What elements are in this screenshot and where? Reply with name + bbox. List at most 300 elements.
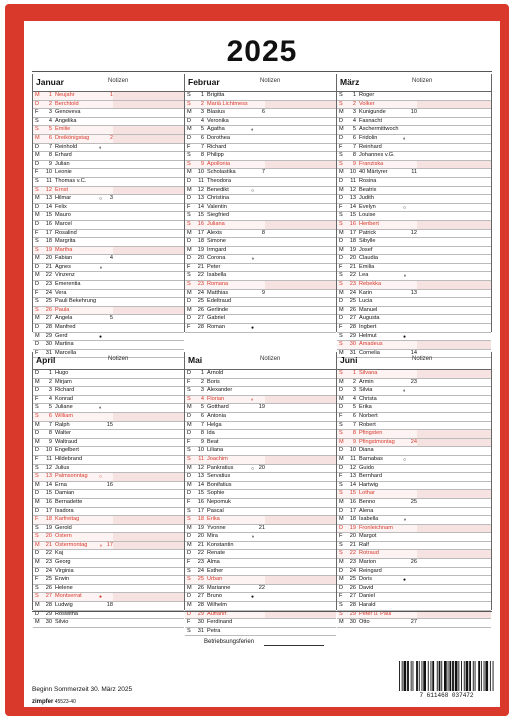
name-day: Romana: [207, 281, 229, 288]
note-line[interactable]: [265, 272, 336, 280]
note-line[interactable]: [113, 456, 184, 464]
note-line[interactable]: [417, 413, 491, 421]
note-line[interactable]: [265, 413, 336, 421]
name-day: Vera: [55, 289, 67, 296]
note-line[interactable]: [113, 482, 184, 490]
day-number: 8: [48, 152, 52, 159]
note-line[interactable]: [265, 370, 336, 378]
day-number: 16: [197, 220, 204, 227]
note-line[interactable]: [113, 413, 184, 421]
weekday-letter: D: [35, 220, 40, 227]
week-number: 20: [258, 464, 265, 471]
day-row: [33, 542, 184, 551]
name-day: Reinhard: [359, 143, 382, 150]
note-line[interactable]: [265, 533, 336, 541]
note-line[interactable]: [265, 315, 336, 323]
note-line[interactable]: [113, 525, 184, 533]
note-line[interactable]: [417, 508, 491, 516]
note-line[interactable]: [113, 499, 184, 507]
day-number: 2: [200, 378, 204, 385]
note-line[interactable]: [417, 602, 491, 610]
note-line[interactable]: [265, 135, 336, 143]
day-row: [185, 525, 336, 534]
name-day: Siegfried: [207, 212, 230, 219]
note-line[interactable]: [113, 447, 184, 455]
name-day: Servatius: [207, 473, 231, 480]
name-day: Genoveva: [55, 109, 81, 116]
note-line[interactable]: [417, 404, 491, 412]
note-line[interactable]: [265, 456, 336, 464]
day-number: 17: [45, 229, 52, 236]
note-line[interactable]: [265, 92, 336, 100]
day-row: [33, 473, 184, 482]
dst-note: Beginn Sommerzeit 30. März 2025: [32, 686, 133, 693]
day-number: 4: [48, 395, 52, 402]
day-number: 21: [45, 263, 52, 270]
moon-phase-icon: ●: [251, 594, 255, 601]
note-line[interactable]: [113, 230, 184, 238]
day-row: [185, 221, 336, 230]
note-line[interactable]: [265, 396, 336, 404]
note-line[interactable]: [417, 230, 491, 238]
weekday-letter: S: [339, 602, 343, 609]
week-number: 27: [410, 619, 417, 626]
note-line[interactable]: [113, 568, 184, 576]
note-line[interactable]: [113, 341, 184, 349]
note-line[interactable]: [265, 298, 336, 306]
note-line[interactable]: [417, 281, 491, 289]
day-number: 31: [197, 627, 204, 634]
note-line[interactable]: [417, 533, 491, 541]
note-line[interactable]: [265, 602, 336, 610]
note-line[interactable]: [265, 230, 336, 238]
note-line[interactable]: [113, 333, 184, 341]
note-line[interactable]: [265, 628, 336, 636]
day-row: [337, 447, 491, 456]
month-februar: [184, 74, 336, 332]
note-line[interactable]: [113, 576, 184, 584]
note-line[interactable]: [113, 593, 184, 601]
note-line[interactable]: [417, 333, 491, 341]
note-line[interactable]: [417, 499, 491, 507]
note-line[interactable]: [265, 161, 336, 169]
name-day: Richard: [207, 143, 227, 150]
day-row: [185, 550, 336, 559]
note-line[interactable]: [417, 315, 491, 323]
note-line[interactable]: [113, 264, 184, 272]
note-line[interactable]: [113, 169, 184, 177]
note-line[interactable]: [417, 619, 491, 627]
note-line[interactable]: [265, 593, 336, 601]
note-line[interactable]: [265, 516, 336, 524]
name-day: Norbert: [359, 412, 378, 419]
note-line[interactable]: [417, 195, 491, 203]
note-line[interactable]: [265, 212, 336, 220]
note-line[interactable]: [265, 195, 336, 203]
note-line[interactable]: [265, 439, 336, 447]
note-line[interactable]: [113, 370, 184, 378]
name-day: Esther: [207, 567, 224, 574]
name-day: Palmsonntag: [55, 473, 88, 480]
day-number: 28: [197, 324, 204, 331]
note-line[interactable]: [417, 178, 491, 186]
note-line[interactable]: [113, 298, 184, 306]
note-line[interactable]: [113, 204, 184, 212]
note-line[interactable]: [265, 447, 336, 455]
note-line[interactable]: [417, 118, 491, 126]
weekday-letter: S: [187, 455, 191, 462]
note-line[interactable]: [265, 281, 336, 289]
note-line[interactable]: [265, 422, 336, 430]
note-line[interactable]: [417, 135, 491, 143]
note-line[interactable]: [265, 290, 336, 298]
name-day: Hugo: [55, 370, 69, 376]
note-line[interactable]: [113, 602, 184, 610]
weekday-letter: F: [339, 143, 343, 150]
note-line[interactable]: [417, 144, 491, 152]
note-line[interactable]: [417, 247, 491, 255]
weekday-letter: M: [35, 541, 40, 548]
note-line[interactable]: [417, 525, 491, 533]
note-line[interactable]: [113, 221, 184, 229]
day-row: [185, 298, 336, 307]
moon-phase-icon: ◐: [99, 144, 103, 151]
day-number: 17: [197, 229, 204, 236]
note-line[interactable]: [113, 212, 184, 220]
note-line[interactable]: [265, 465, 336, 473]
note-line[interactable]: [113, 178, 184, 186]
note-line[interactable]: [265, 585, 336, 593]
note-line[interactable]: [265, 473, 336, 481]
note-line[interactable]: [265, 255, 336, 263]
note-line[interactable]: [113, 430, 184, 438]
day-number: 2: [352, 378, 356, 385]
note-line[interactable]: [265, 542, 336, 550]
note-line[interactable]: [417, 396, 491, 404]
day-row: [185, 126, 336, 135]
weekday-letter: D: [339, 315, 344, 322]
note-line[interactable]: [417, 341, 491, 349]
note-line[interactable]: [417, 550, 491, 558]
weekday-letter: D: [339, 298, 344, 305]
name-day: Helga: [207, 421, 222, 428]
note-line[interactable]: [113, 255, 184, 263]
note-line[interactable]: [113, 439, 184, 447]
note-line[interactable]: [265, 324, 336, 332]
note-line[interactable]: [113, 187, 184, 195]
note-line[interactable]: [265, 109, 336, 117]
note-line[interactable]: [113, 307, 184, 315]
note-line[interactable]: [417, 370, 491, 378]
name-day: Fasnacht: [359, 117, 383, 124]
note-line[interactable]: [417, 324, 491, 332]
week-number: 2: [109, 134, 113, 141]
weekday-letter: M: [339, 289, 344, 296]
note-line[interactable]: [265, 187, 336, 195]
note-line[interactable]: [417, 92, 491, 100]
weekday-letter: D: [339, 255, 344, 262]
note-line[interactable]: [265, 152, 336, 160]
day-number: 17: [349, 229, 356, 236]
day-row: [337, 439, 491, 448]
note-line[interactable]: [113, 195, 184, 203]
note-line[interactable]: [113, 109, 184, 117]
name-day: Philipp: [207, 152, 224, 159]
weekday-letter: D: [35, 490, 40, 497]
day-row: [185, 542, 336, 551]
note-line[interactable]: [113, 473, 184, 481]
weekday-letter: S: [35, 306, 39, 313]
weekday-letter: S: [35, 126, 39, 133]
note-line[interactable]: [113, 404, 184, 412]
name-day: Corona: [207, 255, 226, 262]
weekday-letter: D: [187, 550, 192, 557]
note-line[interactable]: [417, 585, 491, 593]
weekday-letter: M: [35, 134, 40, 141]
note-line[interactable]: [113, 379, 184, 387]
note-line[interactable]: [417, 109, 491, 117]
note-line[interactable]: [113, 118, 184, 126]
note-line[interactable]: [265, 404, 336, 412]
note-line[interactable]: [417, 422, 491, 430]
day-number: 26: [349, 306, 356, 313]
note-line[interactable]: [113, 585, 184, 593]
day-row: [185, 456, 336, 465]
note-line[interactable]: [265, 118, 336, 126]
note-line[interactable]: [265, 559, 336, 567]
note-line[interactable]: [417, 255, 491, 263]
note-line[interactable]: [265, 379, 336, 387]
weekday-letter: M: [339, 229, 344, 236]
day-number: 19: [45, 246, 52, 253]
week-number: 23: [410, 378, 417, 385]
note-line[interactable]: [417, 238, 491, 246]
note-line[interactable]: [417, 272, 491, 280]
day-row: [337, 465, 491, 474]
weekday-letter: S: [339, 332, 343, 339]
note-line[interactable]: [417, 568, 491, 576]
day-number: 7: [48, 143, 52, 150]
day-row: [33, 341, 184, 350]
note-line[interactable]: [417, 559, 491, 567]
note-line[interactable]: [265, 169, 336, 177]
note-line[interactable]: [113, 619, 184, 627]
note-line[interactable]: [417, 101, 491, 109]
name-day: Roman: [207, 324, 226, 331]
day-row: [337, 109, 491, 118]
day-number: 28: [45, 324, 52, 331]
note-line[interactable]: [417, 187, 491, 195]
weekday-letter: D: [339, 404, 344, 411]
note-line[interactable]: [265, 430, 336, 438]
weekday-letter: D: [187, 177, 192, 184]
note-line[interactable]: [113, 272, 184, 280]
note-line[interactable]: [113, 550, 184, 558]
name-day: Roger: [359, 92, 375, 98]
weekday-letter: M: [339, 349, 344, 356]
day-number: 28: [349, 324, 356, 331]
note-line[interactable]: [265, 178, 336, 186]
note-line[interactable]: [113, 533, 184, 541]
note-line[interactable]: [417, 307, 491, 315]
note-line[interactable]: [417, 439, 491, 447]
note-line[interactable]: [417, 447, 491, 455]
note-line[interactable]: [265, 576, 336, 584]
weekday-letter: M: [35, 92, 40, 98]
note-line[interactable]: [113, 508, 184, 516]
name-day: Alexander: [207, 387, 233, 394]
note-line[interactable]: [417, 152, 491, 160]
barcode-icon: [399, 661, 494, 691]
weekday-letter: D: [35, 324, 40, 331]
weekday-letter: S: [339, 272, 343, 279]
note-line[interactable]: [417, 290, 491, 298]
day-row: [337, 550, 491, 559]
note-line[interactable]: [265, 499, 336, 507]
day-number: 23: [197, 281, 204, 288]
note-line[interactable]: [417, 490, 491, 498]
day-number: 16: [349, 220, 356, 227]
day-row: [33, 144, 184, 153]
note-line[interactable]: [265, 126, 336, 134]
note-line[interactable]: [113, 490, 184, 498]
moon-phase-icon: ●: [99, 594, 103, 601]
weekday-letter: M: [187, 541, 192, 548]
name-day: Agnes: [55, 263, 71, 270]
note-line[interactable]: [417, 169, 491, 177]
day-number: 26: [45, 584, 52, 591]
note-line[interactable]: [417, 126, 491, 134]
day-number: 22: [197, 550, 204, 557]
name-day: Emilia: [359, 263, 375, 270]
week-number: 7: [261, 169, 265, 176]
note-line[interactable]: [265, 204, 336, 212]
note-line[interactable]: [417, 473, 491, 481]
note-line[interactable]: [113, 126, 184, 134]
name-day: Erna: [55, 481, 67, 488]
note-line[interactable]: [265, 101, 336, 109]
note-line[interactable]: [113, 396, 184, 404]
day-number: 26: [45, 306, 52, 313]
note-line[interactable]: [417, 456, 491, 464]
month-juni: [336, 349, 492, 626]
month-januar: [32, 74, 184, 356]
note-line[interactable]: [113, 135, 184, 143]
name-day: Claudia: [359, 255, 378, 262]
note-line[interactable]: [113, 315, 184, 323]
note-line[interactable]: [417, 298, 491, 306]
note-line[interactable]: [113, 516, 184, 524]
day-number: 11: [198, 177, 204, 184]
day-row: [337, 178, 491, 187]
weekday-letter: S: [35, 117, 39, 124]
note-line[interactable]: [265, 550, 336, 558]
note-line[interactable]: [417, 161, 491, 169]
note-line[interactable]: [113, 387, 184, 395]
weekday-letter: D: [35, 507, 40, 514]
note-line[interactable]: [265, 568, 336, 576]
note-line[interactable]: [113, 465, 184, 473]
note-line[interactable]: [265, 619, 336, 627]
note-line[interactable]: [417, 465, 491, 473]
name-day: Pauli Bekehrung: [55, 298, 97, 305]
day-number: 16: [349, 498, 356, 505]
note-line[interactable]: [417, 387, 491, 395]
name-day: Vinzenz: [55, 272, 75, 279]
note-line[interactable]: [113, 152, 184, 160]
note-line[interactable]: [417, 264, 491, 272]
note-line[interactable]: [113, 161, 184, 169]
note-line[interactable]: [417, 576, 491, 584]
note-line[interactable]: [113, 101, 184, 109]
note-line[interactable]: [113, 144, 184, 152]
day-row: [185, 118, 336, 127]
note-line[interactable]: [113, 542, 184, 550]
note-line[interactable]: [417, 430, 491, 438]
note-line[interactable]: [113, 324, 184, 332]
note-line[interactable]: [265, 238, 336, 246]
day-number: 19: [45, 524, 52, 531]
note-line[interactable]: [113, 290, 184, 298]
weekday-letter: D: [35, 430, 40, 437]
note-line[interactable]: [265, 525, 336, 533]
note-line[interactable]: [265, 490, 336, 498]
note-line[interactable]: [265, 508, 336, 516]
day-number: 6: [48, 412, 52, 419]
weekday-letter: S: [187, 387, 191, 394]
note-line[interactable]: [417, 482, 491, 490]
month-name: März: [340, 77, 360, 87]
weekday-letter: F: [339, 263, 343, 270]
note-line[interactable]: [265, 247, 336, 255]
day-row: [33, 118, 184, 127]
note-line[interactable]: [417, 204, 491, 212]
note-line[interactable]: [417, 379, 491, 387]
day-row: [33, 379, 184, 388]
note-line[interactable]: [417, 593, 491, 601]
note-line[interactable]: [265, 307, 336, 315]
note-line[interactable]: [113, 559, 184, 567]
name-day: Virginia: [55, 567, 74, 574]
day-row: [185, 387, 336, 396]
day-number: 17: [45, 507, 52, 514]
day-row: [33, 307, 184, 316]
name-day: Judith: [359, 195, 374, 202]
note-line[interactable]: [113, 422, 184, 430]
note-line[interactable]: [417, 516, 491, 524]
note-line[interactable]: [113, 247, 184, 255]
note-line[interactable]: [265, 221, 336, 229]
notes-label: Notizen: [412, 356, 433, 362]
note-line[interactable]: [417, 542, 491, 550]
day-row: [337, 221, 491, 230]
note-line[interactable]: [113, 281, 184, 289]
note-line[interactable]: [113, 92, 184, 100]
note-line[interactable]: [265, 264, 336, 272]
note-line[interactable]: [417, 212, 491, 220]
weekday-letter: S: [339, 481, 343, 488]
note-line[interactable]: [113, 238, 184, 246]
note-line[interactable]: [265, 482, 336, 490]
day-rows: [185, 92, 336, 333]
notes-label: Notizen: [260, 78, 281, 84]
month-maerz: [336, 74, 492, 356]
note-line[interactable]: [265, 387, 336, 395]
day-number: 4: [352, 117, 356, 124]
note-line[interactable]: [265, 144, 336, 152]
name-day: Ida: [207, 430, 215, 437]
note-line[interactable]: [417, 221, 491, 229]
